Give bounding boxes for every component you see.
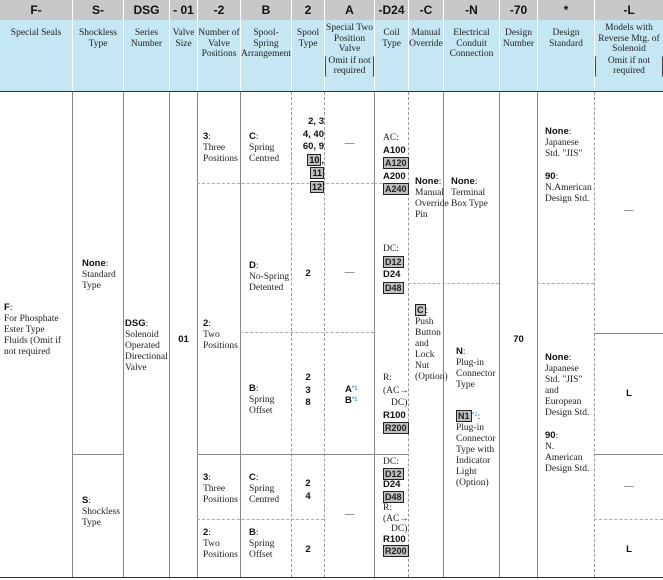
header-special-two: Special Two Position Valve Omit if not required: [325, 20, 374, 91]
code-coil: -D24: [375, 0, 408, 20]
code-design-number: -70: [500, 0, 537, 20]
row-line: [240, 332, 374, 333]
code-design-standard: *: [538, 0, 594, 20]
code-electrical: -N: [444, 0, 499, 20]
spool-row4: 2 4: [305, 478, 311, 502]
reverse-row3: —: [624, 482, 634, 492]
code-manual: -C: [409, 0, 443, 20]
coil-dc-shockless: DC: D12 D24 D48 R: (AC→ DC) R100 R200: [383, 457, 409, 556]
coil-ac: AC: A100 A120 A200 A240: [383, 133, 407, 194]
code-reverse: -L: [595, 0, 663, 20]
coil-dc: DC: D12 D24 D48: [383, 244, 402, 293]
reverse-row2: L: [626, 388, 632, 399]
header-valve-size: Valve Size: [170, 20, 197, 91]
special-two-dash-2: —: [344, 268, 355, 278]
special-two-dash-1: —: [344, 139, 355, 149]
col-line: [324, 92, 325, 577]
position-three-shockless: 3: Three Positions: [203, 472, 238, 505]
col-line: [240, 92, 241, 577]
row-line: [197, 519, 324, 520]
spool-row2: 2: [305, 268, 311, 279]
header-series: Series Number: [124, 20, 169, 91]
design-std-none-2: None: Japanese Std. "JIS" and European Design Std. 90: N. American Design Std.: [545, 352, 590, 474]
shockless-none-option: None: Standard Type: [82, 258, 116, 291]
spring-c-shockless: C: Spring Centred: [249, 472, 280, 505]
header-divider: [0, 91, 663, 92]
header-positions: Number of Valve Positions: [198, 20, 240, 91]
code-positions: -2: [198, 0, 240, 20]
special-seals-option: F: For Phosphate Ester Type Fluids (Omit if not required: [4, 302, 62, 357]
electrical-n: N: Plug-in Connector Type: [456, 346, 496, 390]
code-special-seals: F-: [0, 0, 72, 20]
row-line: [408, 283, 499, 284]
row-line: [72, 454, 123, 455]
col-line: [443, 92, 444, 577]
spring-b: B: Spring Offset: [249, 383, 275, 416]
header-manual: Manual Override: [409, 20, 443, 91]
position-two-shockless: 2: Two Positions: [203, 527, 238, 560]
spool-row5: 2: [305, 544, 311, 555]
design-number-value: 70: [513, 334, 524, 345]
reverse-row4: L: [626, 544, 632, 555]
col-line: [291, 92, 292, 577]
spool-row3: 2 3 8: [305, 372, 311, 408]
col-line: [537, 92, 538, 577]
row-line: [594, 519, 663, 520]
spring-d: D: No-Spring Detented: [249, 260, 290, 293]
row-line: [197, 183, 374, 184]
col-line: [374, 92, 375, 577]
position-two: 2: Two Positions: [203, 318, 238, 351]
electrical-n1: N1 $^{*2}$: Plug-in Connector Type with Indicator Light (Option): [456, 411, 496, 488]
code-spool-type: 2: [292, 0, 324, 20]
series-option: DSG: Solenoid Operated Directional Valve: [125, 318, 168, 373]
col-line: [123, 92, 124, 577]
spring-b-shockless: B: Spring Offset: [249, 527, 275, 560]
header-electrical: Electrical Conduit Connection: [444, 20, 499, 91]
header-spool-spring: Spool-Spring Arrangement: [241, 20, 291, 91]
header-shockless: Shockless Type: [73, 20, 123, 91]
col-line: [197, 92, 198, 577]
electrical-none: None: Terminal Box Type: [451, 176, 488, 209]
special-two-ab: $A^{*1}$ $B^{*1}$: [345, 384, 358, 406]
position-three: 3: Three Positions: [203, 131, 238, 164]
header-coil: Coil Type: [375, 20, 408, 91]
coil-r: R: (AC→ DC) R100 R200: [383, 373, 409, 433]
code-spool-spring: B: [241, 0, 291, 20]
spool-list-row1: 2, 3 4, 40 60, 9 10 ,11 12: [302, 116, 324, 192]
code-series: DSG: [124, 0, 169, 20]
header-design-standard: Design Standard: [538, 20, 594, 91]
col-line: [72, 92, 73, 577]
code-shockless: S-: [73, 0, 123, 20]
row-line: [594, 454, 663, 455]
spring-c: C: Spring Centred: [249, 131, 280, 164]
shockless-s-option: S: Shockless Type: [82, 495, 120, 528]
header-design-number: Design Number: [500, 20, 537, 91]
design-std-none: None: Japanese Std. "JIS" 90: N.American Design Std.: [545, 126, 592, 204]
reverse-row1: —: [624, 206, 634, 216]
row-line: [594, 333, 663, 334]
manual-none: None: Manual Override Pin: [415, 176, 449, 220]
code-valve-size: - 01: [170, 0, 197, 20]
header-special-seals: Special Seals: [0, 20, 72, 91]
row-line: [197, 454, 374, 455]
valve-size-value: 01: [178, 334, 189, 345]
manual-c: C : Push Button and Lock Nut (Option): [415, 305, 448, 382]
col-line: [594, 92, 595, 577]
row-line: [537, 283, 594, 284]
row-line: [374, 454, 408, 455]
table-bottom-border: [0, 577, 663, 578]
special-two-dash-3: —: [344, 510, 355, 520]
code-special-two: A: [325, 0, 374, 20]
header-spool-type: Spool Type: [292, 20, 324, 91]
header-reverse: Models with Reverse Mtg. of Solenoid Omit if not required: [595, 20, 663, 91]
